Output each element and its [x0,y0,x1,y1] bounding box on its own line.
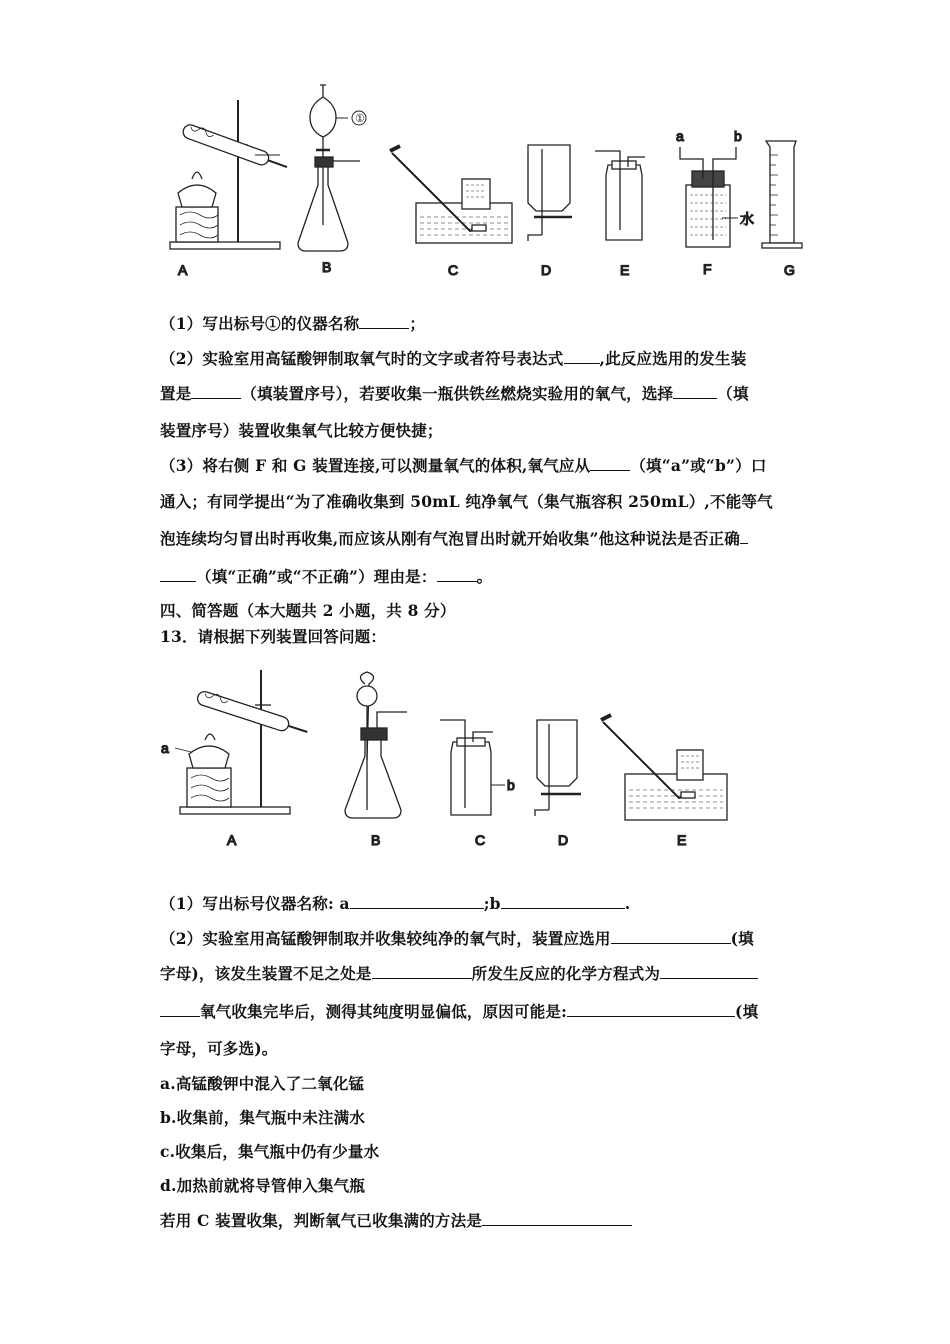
q13-line-1: （1）写出标号仪器名称: a ;b . [160,894,631,913]
q13-line-4: 氧气收集完毕后，测得其纯度明显偏低，原因可能是: (填 [160,1000,758,1022]
answer-blank[interactable] [191,384,241,399]
label-C: C [475,832,486,848]
label-E: E [677,832,687,848]
q12-line-2: （2）实验室用高锰酸钾制取氧气时的文字或者符号表达式 ,此反应选用的发生装 [160,349,747,368]
label-B: B [371,832,381,848]
apparatus-C-trough [390,146,512,243]
apparatus-D-bottle [535,720,581,816]
label-G: G [784,262,795,278]
answer-blank[interactable] [660,964,758,979]
apparatus-E-bottle [595,151,645,240]
option-b: b.收集前，集气瓶中未注满水 [160,1108,366,1127]
q13-line-3: 字母)，该发生装置不足之处是 所发生反应的化学方程式为 [160,962,758,984]
section-heading: 四、简答题（本大题共 2 小题，共 8 分） [160,601,456,620]
answer-blank[interactable] [590,456,630,471]
water-label: 水 [740,211,754,227]
answer-blank-b[interactable] [501,894,625,909]
label-B: B [322,259,332,275]
label-D: D [541,262,552,278]
answer-blank[interactable] [359,314,409,329]
label-C: C [448,262,459,278]
answer-blank[interactable] [482,1211,632,1226]
apparatus-B-flask [345,672,407,818]
q12-line-8: （填“正确”或“不正确”）理由是： 。 [160,565,492,587]
apparatus-A-heating [170,100,290,249]
label-A: A [178,262,188,278]
answer-blank-a[interactable] [350,894,484,909]
q12-line-4: 装置序号）装置收集氧气比较方便快捷； [160,421,443,440]
q13-line-5: 字母，可多选)。 [160,1039,278,1058]
q13-title: 13．请根据下列装置回答问题： [160,627,387,646]
option-d: d.加热前就将导管伸入集气瓶 [160,1176,366,1195]
q13-last-line: 若用 C 装置收集，判断氧气已收集满的方法是 [160,1209,632,1231]
answer-blank[interactable] [567,1002,735,1017]
callout-1: ① [355,112,365,125]
apparatus-D-bottle [528,145,572,241]
figure-apparatus-2 [155,660,735,855]
mark-a: a [161,740,169,756]
q12-line-7: 泡连续均匀冒出时再收集,而应该从刚有气泡冒出时就开始收集”他这种说法是否正确 [160,527,748,549]
apparatus-A-heating [175,670,310,814]
answer-blank[interactable] [564,349,600,364]
mark-b: b [507,777,515,793]
figure-apparatus-1 [150,75,830,290]
q12-line-6: 通入；有同学提出“为了准确收集到 50mL 纯净氧气（集气瓶容积 250mL）,不能等气 [160,492,773,511]
apparatus-B-flask [298,85,366,251]
answer-blank[interactable] [611,929,731,944]
answer-blank[interactable] [437,567,477,582]
answer-blank[interactable] [740,529,748,544]
port-a: a [676,128,684,144]
label-E: E [620,262,630,278]
answer-blank[interactable] [372,964,472,979]
q13-line-2: （2）实验室用高锰酸钾制取并收集较纯净的氧气时，装置应选用 (填 [160,929,754,948]
option-c: c.收集后，集气瓶中仍有少量水 [160,1142,380,1161]
q12-line-1: （1）写出标号①的仪器名称 ； [160,314,426,333]
port-b: b [734,128,742,144]
label-F: F [703,261,712,277]
option-a: a.高锰酸钾中混入了二氧化锰 [160,1074,365,1093]
apparatus-G-cylinder [762,141,802,248]
apparatus-E-trough [601,715,727,820]
apparatus-F-bottle [680,147,738,247]
answer-blank[interactable] [160,1002,200,1017]
label-D: D [558,832,569,848]
q12-line-3: 置是 （填装置序号），若要收集一瓶供铁丝燃烧实验用的氧气，选择 （填 [160,384,749,403]
label-A: A [227,832,237,848]
apparatus-C-bottle [440,720,505,815]
q12-line-5: （3）将右侧 F 和 G 装置连接,可以测量氧气的体积,氧气应从 （填“a”或“b”）口 [160,456,767,475]
answer-blank[interactable] [160,567,196,582]
answer-blank[interactable] [673,384,717,399]
